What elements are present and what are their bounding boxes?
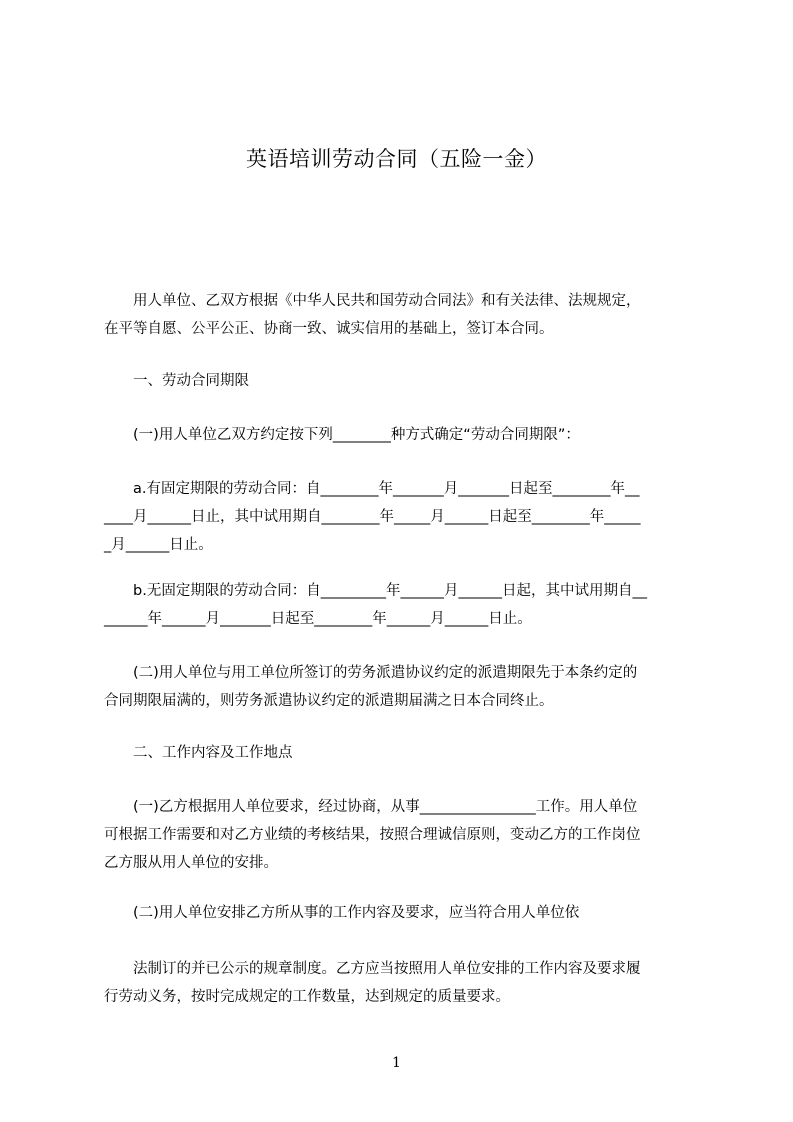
page-number: 1 <box>392 1055 401 1071</box>
text-line: ______年______月_______日起至________年______月______日止。 <box>104 611 532 627</box>
section1-clause-b <box>104 577 704 633</box>
text-line: 合同期限届满的，则劳务派遣协议约定的派遣期届满之日本合同终止。 <box>104 693 554 709</box>
section2-heading: 二、工作内容及工作地点 <box>104 745 293 761</box>
section1-heading: 一、劳动合同期限 <box>104 373 249 389</box>
section1-clause1: (一)用人单位乙双方约定按下列________种方式确定“劳动合同期限”： <box>104 427 580 443</box>
text-line: 用人单位、乙双方根据《中华人民共和国劳动合同法》和有关法律、法规规定， <box>104 293 641 309</box>
text-line: 可根据工作需要和对乙方业绩的考核结果，按照合理诚信原则，变动乙方的工作岗位 <box>104 827 641 843</box>
text-line: ____月______日止，其中试用期自________年_____月______日起至________年_____ <box>104 509 641 525</box>
text-line: 行劳动义务，按时完成规定的工作数量，达到规定的质量要求。 <box>104 989 510 1005</box>
section1-clause-a <box>104 475 704 559</box>
text-line: b.无固定期限的劳动合同：自_________年______月______日起，其中试用期自__ <box>104 583 648 599</box>
section2-clause1 <box>104 793 704 877</box>
section1-clause2 <box>104 659 704 715</box>
document-title: 英语培训劳动合同（五险一金） <box>246 147 547 171</box>
text-line: 乙方服从用人单位的安排。 <box>104 855 278 871</box>
text-line: (一)乙方根据用人单位要求，经过协商，从事________________工作。用人单位 <box>104 799 638 815</box>
intro-paragraph <box>104 287 704 343</box>
text-line: 法制订的并已公示的规章制度。乙方应当按照用人单位安排的工作内容及要求履 <box>104 961 641 977</box>
text-line: a.有固定期限的劳动合同：自________年_______月_______日起至________年__ <box>104 481 640 497</box>
section2-clause2: (二)用人单位安排乙方所从事的工作内容及要求，应当符合用人单位依 <box>104 905 580 921</box>
text-line: 在平等自愿、公平公正、协商一致、诚实信用的基础上，签订本合同。 <box>104 321 554 337</box>
section2-clause2-continued <box>104 955 704 1011</box>
text-line: (二)用人单位与用工单位所签订的劳务派遣协议约定的派遣期限先于本条约定的 <box>104 665 638 681</box>
text-line: _月______日止。 <box>104 537 213 553</box>
